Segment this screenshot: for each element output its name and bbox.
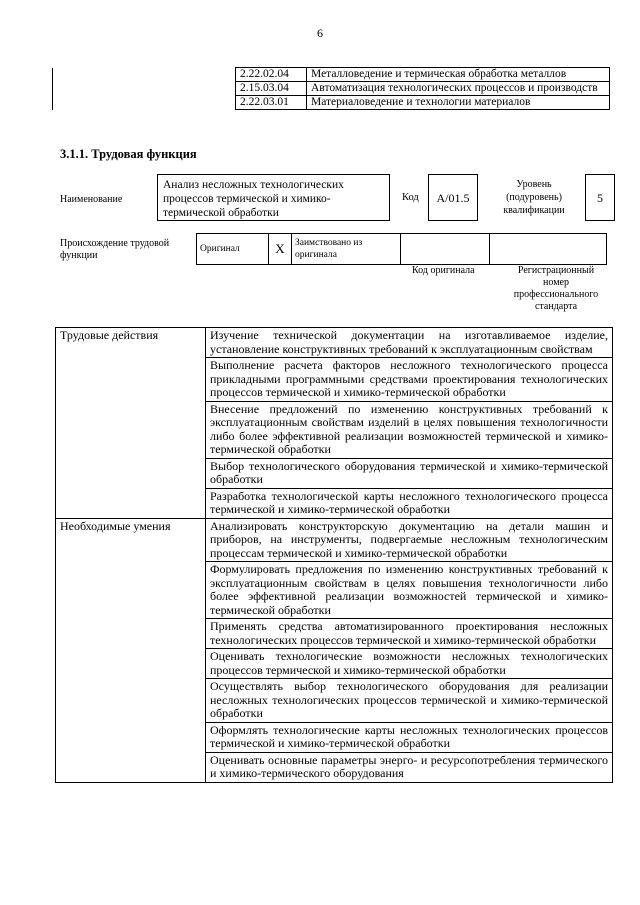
name-cell: Автоматизация технологических процессов и производств	[307, 82, 610, 96]
registration-number-cell	[490, 234, 607, 265]
item-cell: Оформлять технологические карты несложных технологических процессов термической и химико-термической обработки	[206, 722, 613, 752]
item-cell: Осуществлять выбор технологического оборудования для реализации несложных технологических процессов термической и химико-термической обработки	[206, 679, 613, 723]
table-row	[197, 234, 607, 265]
item-cell: Оценивать основные параметры энерго- и ресурсопотребления термического и химико-термического оборудования	[206, 752, 613, 782]
table-row	[53, 68, 610, 82]
registration-caption: Регистрационный номер профессионального стандарта	[513, 265, 599, 312]
section-title: 3.1.1. Трудовая функция	[60, 147, 197, 161]
borrowed-cell: Заимствовано из оригинала	[292, 234, 401, 265]
function-name-box: Анализ несложных технологических процессов термической и химико-термической обработки	[157, 174, 390, 221]
code-label: Код	[402, 192, 419, 203]
name-cell: Материаловедение и технологии материалов	[307, 96, 610, 110]
category-cell: Трудовые действия	[56, 328, 206, 519]
code-cell: 2.22.02.04	[236, 68, 307, 82]
item-cell: Выполнение расчета факторов несложного технологического процесса прикладными программными средствами проектирования технологических процессов термической и химико-термической обработки	[206, 358, 613, 402]
item-cell: Разработка технологической карты несложного технологического процесса термической и химико-термической обработки	[206, 488, 613, 518]
table-row	[56, 328, 613, 358]
original-code-caption: Код оригинала	[412, 265, 475, 276]
code-cell: 2.22.03.01	[236, 96, 307, 110]
table-row	[56, 518, 613, 562]
item-cell: Применять средства автоматизированного проектирования несложных технологических процессов термической и химико-термической обработки	[206, 619, 613, 649]
item-cell: Анализировать конструкторскую документацию на детали машин и приборов, на инструменты, подвергаемые несложным технологическим процессам термической и химико-термической обработки	[206, 518, 613, 562]
original-code-cell	[401, 234, 490, 265]
original-mark-cell: X	[269, 234, 292, 265]
name-cell: Металловедение и термическая обработка металлов	[307, 68, 610, 82]
page-number: 6	[317, 26, 323, 40]
labor-function-table	[55, 327, 613, 783]
level-box: 5	[585, 174, 615, 221]
name-label: Наименование	[60, 194, 123, 205]
function-code-box: A/01.5	[428, 174, 478, 221]
item-cell: Изучение технической документации на изготавливаемое изделие, установление конструктивных требований к эксплуатационным свойствам	[206, 328, 613, 358]
code-cell: 2.15.03.04	[236, 82, 307, 96]
item-cell: Выбор технологического оборудования термической и химико-термической обработки	[206, 458, 613, 488]
original-label-cell: Оригинал	[197, 234, 269, 265]
origin-table	[196, 233, 607, 265]
item-cell: Формулировать предложения по изменению конструктивных требований к эксплуатационным свойствам в целях повышения технологичности либо более эффективной реализации возможностей термической и химико-термической обработки	[206, 562, 613, 619]
level-label: Уровень (подуровень) квалификации	[503, 179, 565, 216]
education-codes-table	[52, 67, 610, 110]
category-cell: Необходимые умения	[56, 518, 206, 782]
item-cell: Внесение предложений по изменению конструктивных требований к эксплуатационным свойствам изделий в целях повышения технологичности либо более эффективной реализации возможностей термической и химико-термической обработки	[206, 401, 613, 458]
item-cell: Оценивать технологические возможности несложных технологических процессов термической и химико-термической обработки	[206, 649, 613, 679]
blank-cell	[53, 68, 236, 110]
origin-label: Происхождение трудовой функции	[60, 238, 170, 261]
